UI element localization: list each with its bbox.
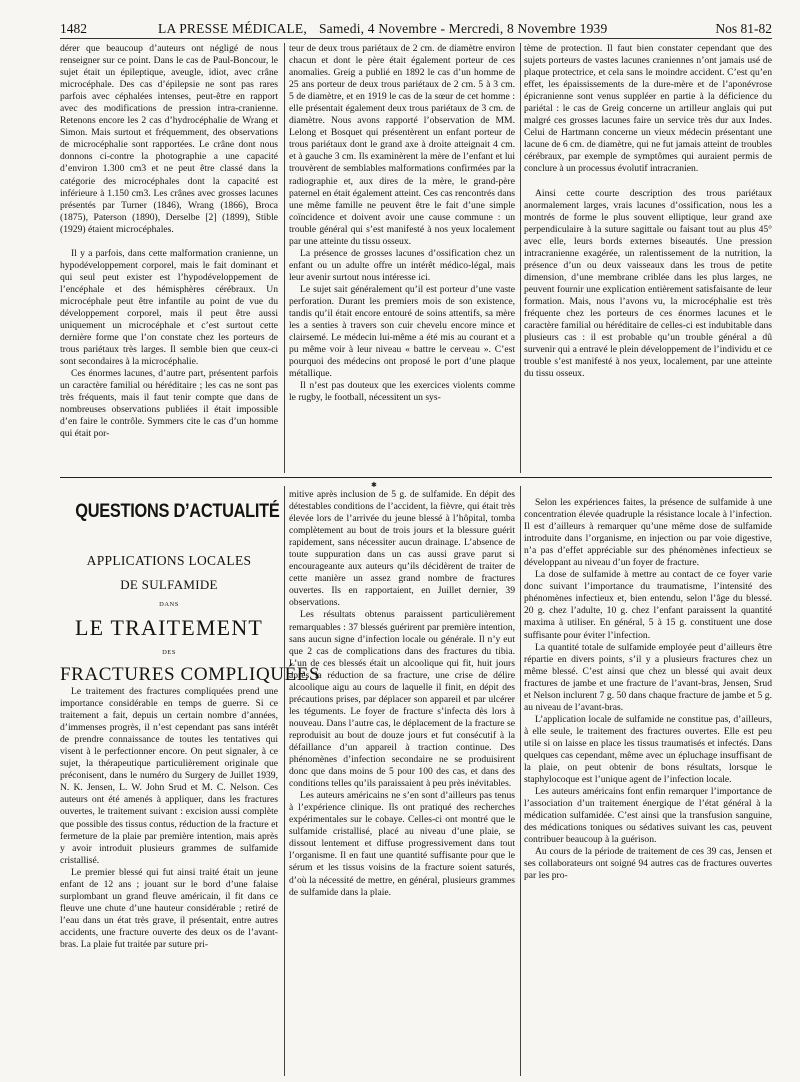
title-connector-dans: DANS [159, 601, 179, 608]
paragraph: Les résultats obtenus paraissent particulièrement remarquables : 37 blessés guérirent par première intention, sans aucun signe d’infection locale ou générale. Il n’y eut que 2 cas de complications dans des fractures du tibia. L’un de ces blessés était un alcoolique qui fit, huit jours après la réduction de sa fracture, une crise de délire alcoolique aigu au cours de laquelle il finit, en dépit des précautions prises, par déplacer son appareil et par ulcérer les téguments. Le foyer de fracture s’infecta dès lors à nouveau. Dans l’autre cas, le déplacement de la fracture se reproduisit au bout de douze jours et fut consécutif à la défaillance d’un appareil à traction continue. Des phénomènes d’infection secondaire ne se produisirent donc que dans moins de 5 pour 100 des cas, et dans des conditions telles qu’ils paraissaient à peu près inévitables. [289, 609, 515, 790]
bottom-column-1 [60, 686, 278, 1076]
ornament-asterisk: ✱ [371, 481, 377, 489]
paragraph: Il n’est pas douteux que les exercices violents comme le rugby, le football, nécessitent un sys- [289, 380, 515, 404]
paragraph: teur de deux trous pariétaux de 2 cm. de diamètre environ chacun et dont le père était également porteur de ces anomalies. Greig a publié en 1892 le cas d’un homme de 25 ans porteur de deux trous pariétaux de 2 cm. 5 à 3 cm. 5 de diamètre, et en 1919 le cas de la sœur de cet homme : elle présentait également deux trous pariétaux de 3 cm. de diamètre. Nous avons rapporté l’observation de MM. Lelong et Bosquet qui présentèrent un enfant porteur de trous pariétaux dont le grand axe à droite atteignait 4 cm. et à gauche 3 cm. Ils examinèrent la mère de l’enfant et lui trouvèrent de semblables malformations confirmées par la radiographie et, aux dires de la mère, le grand-père paternel en était également atteint. Ces cas rencontrés dans une même famille ne peuvent être le fait d’une simple coïncidence et doivent avoir une cause commune : un trouble général qui s’est manifesté à nos yeux localement par une atteinte du tissu osseux. [289, 43, 515, 247]
paragraph: Il y a parfois, dans cette malformation cranienne, un hypodéveloppement corporel, mais le fait dominant et qui seul peut exister est l’hypodéveloppement de l’encéphale et des hémisphères cérébraux. Un microcéphale peut être infantile au point de vue du développement corporel, mais il peut être aussi uniquement un microcéphale et c’est surtout cette dernière forme que l’on constate chez les porteurs de trous pariétaux très larges. Il semble bien que ceux-ci sont secondaires à la microcéphalie. [60, 247, 278, 368]
issue-number: Nos 81-82 [715, 21, 772, 36]
section-title: QUESTIONS D’ACTUALITÉ [75, 501, 280, 522]
paragraph: Le premier blessé qui fut ainsi traité était un jeune enfant de 12 ans ; jouant sur le bord d’une falaise surplombant un grand fleuve américain, il fit dans ce fleuve une chute d’une hauteur considérable ; retiré de l’eau dans un état très grave, il présentait, entre autres accidents, une fracture ouverte des deux os de l’avant-bras. La plaie fut traitée par suture pri- [60, 866, 278, 950]
bottom-column-3 [524, 497, 772, 1076]
paragraph: Le sujet sait généralement qu’il est porteur d’une vaste perforation. Durant les premiers mois de son existence, tandis qu’il était encore entouré de soins attentifs, sa mère les a senties à travers son cuir chevelu encore mince et clairsemé. Le médecin lui-même a été mis au courant et a pu même voir à leur niveau « battre le cerveau ». C’est pourquoi des médecins ont proposé le port d’une plaque métallique. [289, 283, 515, 380]
top-column-3 [524, 43, 772, 473]
issue-dates: Samedi, 4 Novembre - Mercredi, 8 Novembre 1939 [318, 21, 608, 36]
title-line-3: LE TRAITEMENT [74, 615, 264, 640]
paragraph: mitive après inclusion de 5 g. de sulfamide. En dépit des détestables conditions de l’accident, la fièvre, qui était très élevée lors de l’arrivée du jeune blessé à l’hôpital, tomba complètement au bout de trois jours et la blessure guérit rapidement, sans nécessiter aucun drainage. L’absence de toute suppuration dans un cas aussi grave parut si encourageante aux auteurs qu’ils décidèrent de traiter de cette manière un assez grand nombre de fractures ouvertes. Ils en rapportaient, en Juillet dernier, 39 observations. [289, 489, 515, 609]
title-line-4: FRACTURES COMPLIQUÉES [60, 664, 321, 685]
paragraph: dérer que beaucoup d’auteurs ont négligé de nous renseigner sur ce point. Dans le cas de Paul-Boncour, le sujet était un épileptique, aveugle, idiot, avec crâne microcéphale. Des cas d’épilepsie ne sont pas rares parfois avec céphalées intenses, peut-être en rapport avec des modifications de pression intra-cranienne. Retenons encore les 2 cas d’hydrocéphalie de Wrang et Simon. Mais surtout et fréquemment, des observations de microcéphalie sont rapportées. Le crâne dont nous donnons ci-contre la photographie a une capacité d’environ 1.300 cm3 et ne peut être classé dans la catégorie des microcéphales dont la capacité est inférieure à 1.150 cm3. Les crânes avec grosses lacunes présentés par Turner (1846), Wrang (1866), Broca (1875), Paterson (1890), Derselbe [2] (1899), Stible (1929) étaient microcéphales. [60, 43, 278, 235]
paragraph: Au cours de la période de traitement de ces 39 cas, Jensen et ses collaborateurs ont soigné 94 autres cas de fractures ouvertes par les pro- [524, 846, 772, 882]
column-divider [284, 43, 285, 473]
column-divider [520, 43, 521, 473]
bottom-column-2 [289, 489, 515, 1076]
top-column-2 [289, 43, 515, 473]
journal-title: LA PRESSE MÉDICALE, [158, 21, 307, 36]
paragraph: Les auteurs américains font enfin remarquer l’importance de l’association d’un traitement énergique de l’état général à la médication sulfamidée. C’est ainsi que la transfusion sanguine, des médications toniques ou sédatives suivant les cas, peuvent contribuer beaucoup à la guérison. [524, 786, 772, 846]
title-line-2: DE SULFAMIDE [120, 577, 218, 592]
title-connector-des: DES [162, 649, 176, 656]
paragraph: La quantité totale de sulfamide employée peut d’ailleurs être répartie en divers points, s’il y a plusieurs fractures chez un même blessé. C’est ainsi que chez un blessé qui avait deux fractures de jambe et une fracture de l’avant-bras, Jensen, Srud et Nelson inclurent 7 g. 50 dans chaque fracture de jambe et 5 g. au niveau de l’avant-bras. [524, 641, 772, 713]
paragraph: Les auteurs américains ne s’en sont d’ailleurs pas tenus à l’expérience clinique. Ils ont pratiqué des recherches expérimentales sur le cobaye. Celles-ci ont montré que le sulfamide cristallisé, placé au niveau d’une plaie, se dissout lentement et diffuse progressivement dans tout l’organisme. Il en faut une quantité suffisante pour que le sérum et les tissus voisins de la fracture soient saturés, d’où la nécessité de mettre, en général, plusieurs grammes de sulfamide dans la plaie. [289, 790, 515, 898]
title-line-1: APPLICATIONS LOCALES [86, 553, 252, 568]
page-number: 1482 [60, 21, 87, 36]
paragraph: La présence de grosses lacunes d’ossification chez un enfant ou un adulte offre un intérêt médico-légal, mais leur avenir surtout nous intéresse ici. [289, 247, 515, 283]
page-header [60, 20, 772, 38]
column-divider [520, 486, 521, 1076]
paragraph: La dose de sulfamide à mettre au contact de ce foyer varie donc suivant l’importance du traumatisme, l’intensité des phénomènes infectieux et, bien entendu, selon l’âge du blessé. 20 g. chez l’adulte, 10 g. chez l’enfant paraissent la quantité maxima à utiliser. En général, 5 à 15 g. constituent une dose suffisante pour éviter l’infection. [524, 569, 772, 641]
column-divider [284, 486, 285, 1076]
paragraph: Le traitement des fractures compliquées prend une importance considérable en temps de guerre. Si ce traitement a fait, depuis un certain nombre d’années, d’immenses progrès, il n’est cependant pas sans intérêt de prendre connaissance de toutes les tentatives qui visent à le perfectionner encore. On peut signaler, à ce sujet, la thérapeutique particulièrement originale que préconisent, dans le numéro du Surgery de Juillet 1939, N. K. Jensen, L. W. John Srud et M. C. Nelson. Ces auteurs ont été amenés à appliquer, dans les fractures ouvertes, le traitement suivant : excision aussi complète que possible des tissus contus, réduction de la fracture et fermeture de la plaie par première intention, mais après y avoir introduit plusieurs grammes de sulfamide cristallisé. [60, 686, 278, 866]
paragraph: tème de protection. Il faut bien constater cependant que des sujets porteurs de vastes lacunes craniennes n’ont jamais usé de plaque protectrice, et cela sans le moindre accident. C’est qu’en effet, les épaississements de la dure-mère et de l’aponévrose épicranienne sont venus suppléer en partie à la déficience du pariétal : le cas de Greig concerne un artilleur anglais qui put malgré ces grosses lacunes faire un service très dur aux Indes. Celui de Hartmann concerne un vieux médecin présentant une lacune de 6 cm. de diamètre, qui ne fut jamais atteint de troubles cérébraux, par exemple de symptômes qui auraient permis de conclure à un processus évolutif intracranien. [524, 43, 772, 175]
paragraph: L’application locale de sulfamide ne constitue pas, d’ailleurs, à elle seule, le traitement des fractures ouvertes. Elle est peu utile si on laisse en place les tissus traumatisés et infectés. Dans quelques cas cependant, même avec un épluchage insuffisant de la plaie, on peut obtenir de bons résultats, lorsque le staphylocoque est l’unique agent de l’infection locale. [524, 713, 772, 786]
article-title-block [60, 500, 321, 687]
paragraph: Selon les expériences faites, la présence de sulfamide à une concentration élevée quadruple la résistance locale à l’infection. Il est d’ailleurs à remarquer qu’une même dose de sulfamide introduite dans l’organisme, en injection ou par voie digestive, n’a pas d’effet appréciable sur des phénomènes infectieux se développant au niveau d’un foyer de fracture. [524, 497, 772, 569]
paragraph: Ces énormes lacunes, d’autre part, présentent parfois un caractère familial ou héréditaire ; les cas ne sont pas très fréquents, mais il faut tenir compte que dans de nombreuses observations publiées il était impossible d’en faire le contrôle. Symmers cite le cas d’un homme qui était por- [60, 368, 278, 440]
masthead [158, 20, 607, 38]
top-column-1 [60, 43, 278, 473]
header-rule [60, 38, 772, 39]
paragraph: Ainsi cette courte description des trous pariétaux anormalement larges, vrais lacunes d’ossification, nous les a montrés de forme le plus souvent elliptique, leur grand axe perpendiculaire à la suture sagittale ou faisant tout au plus 45° avec elle, leurs bords externes biseautés. Une pression intracranienne exagérée, un ralentissement de la nutrition, la présence d’un ou deux vaisseaux dans les trous de petite dimension, d’une membrane criblée dans les plus larges, ne peuvent fournir une explication entièrement satisfaisante de leur formation. Mais, nous l’avons vu, la microcéphalie est très fréquente chez les porteurs de ces énormes lacunes et le caractère familial ou héréditaire de celles-ci est indubitable dans plusieurs cas : il est probable qu’un trouble général a dû survenir qui a entravé le plein développement de l’individu et ce trouble s’est manifesté à nos yeux, localement, par une atteinte du tissu osseux. [524, 187, 772, 380]
section-rule [60, 477, 772, 478]
